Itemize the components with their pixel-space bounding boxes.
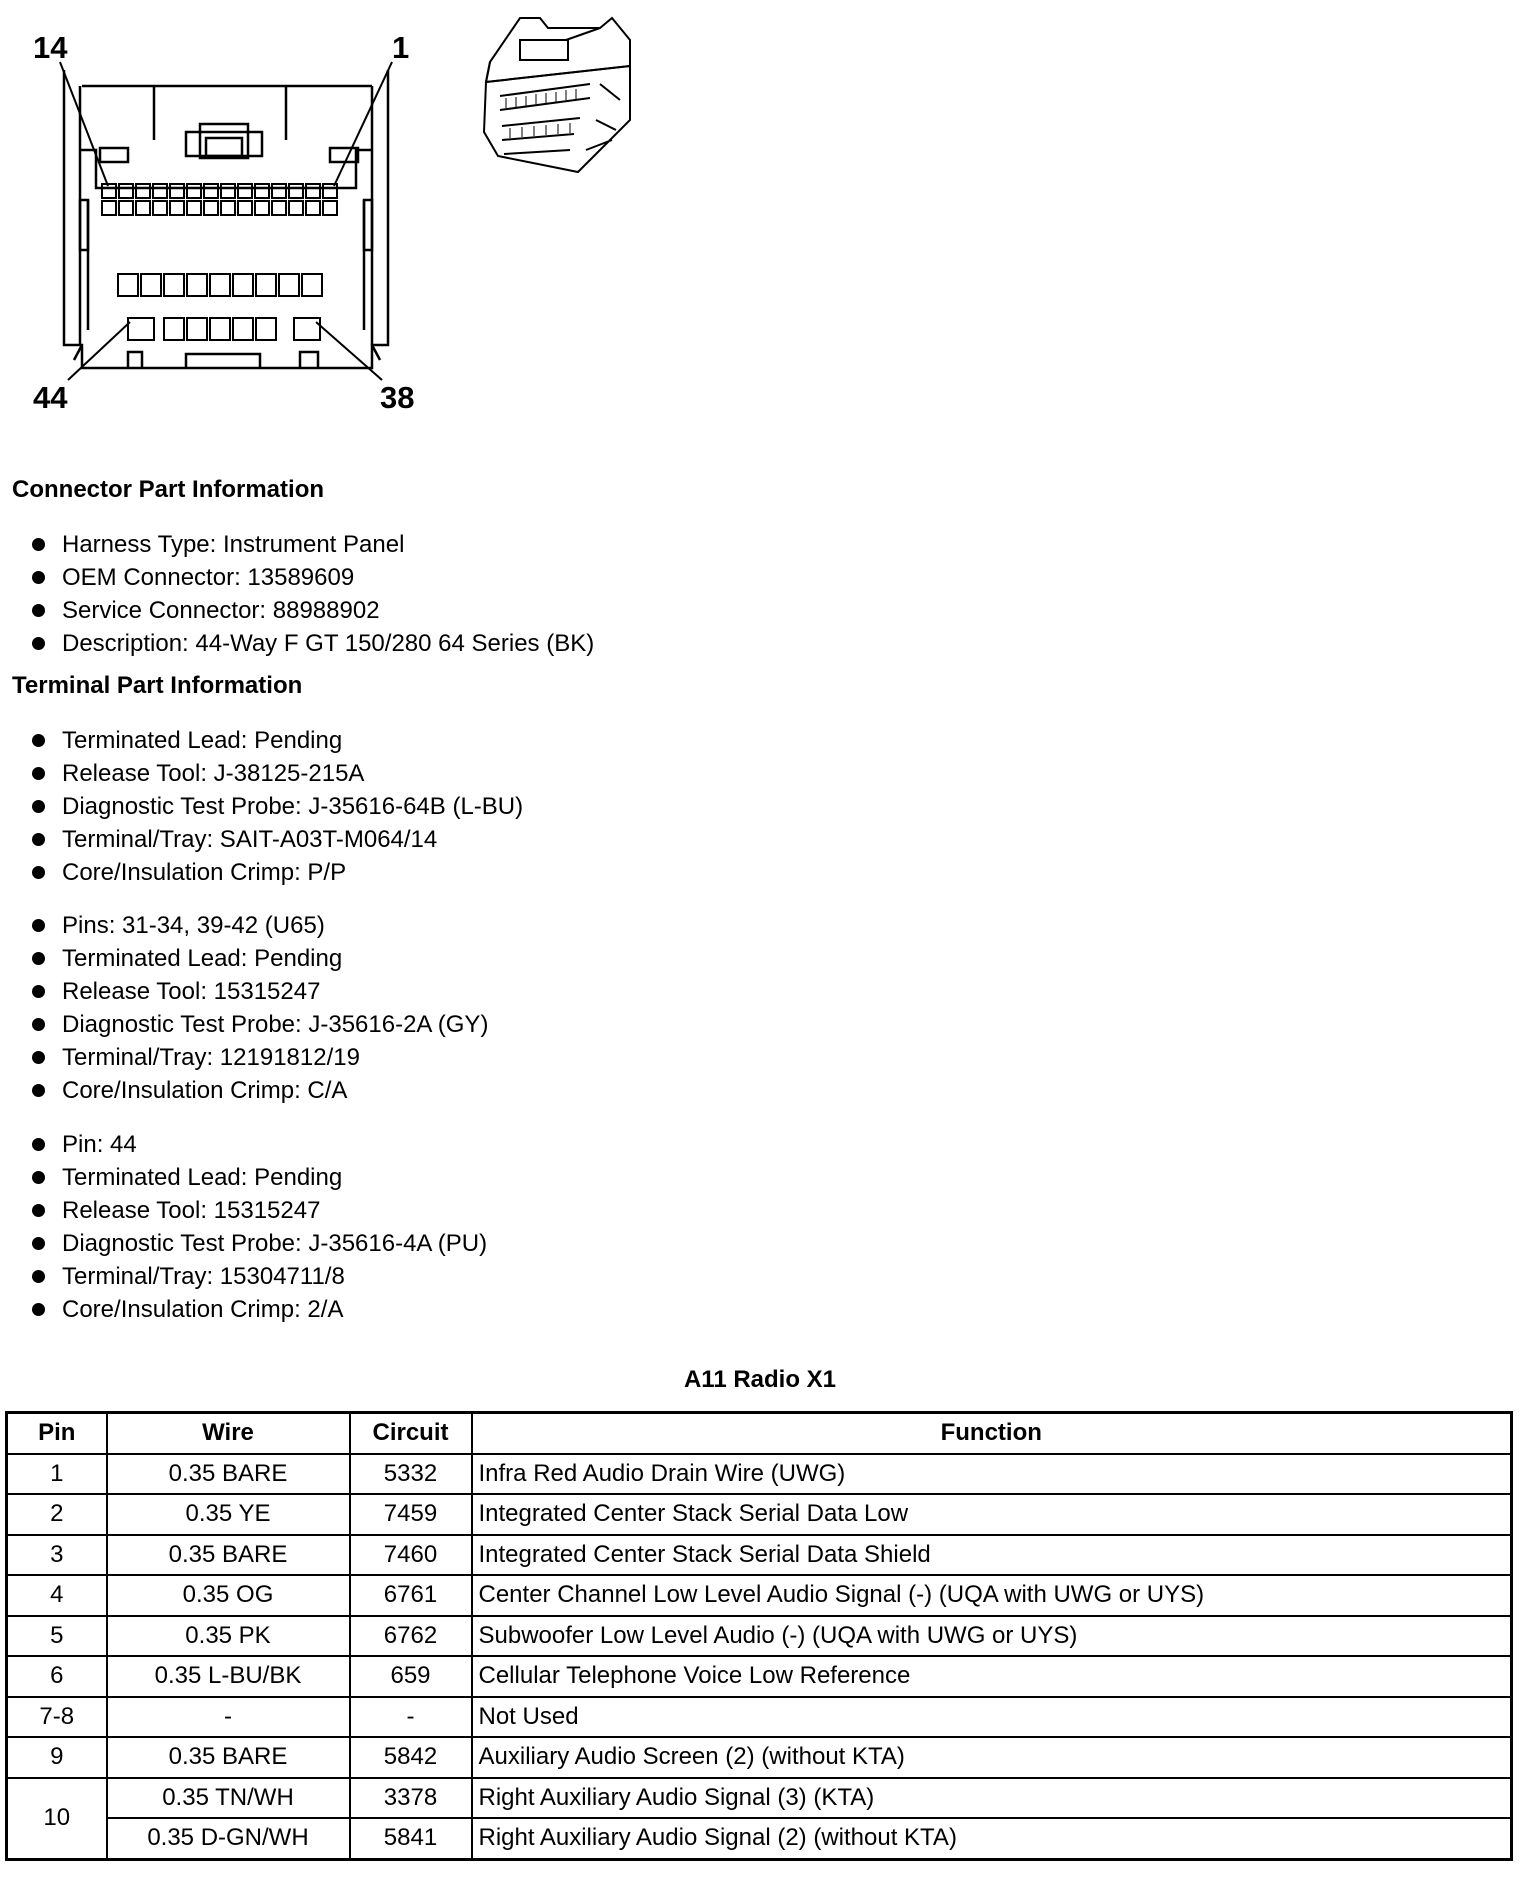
circuit-cell: 5841 <box>350 1818 472 1859</box>
wire-cell: 0.35 BARE <box>107 1454 350 1495</box>
list-item: Terminated Lead: Pending <box>28 724 523 757</box>
pin-cell: 3 <box>7 1535 107 1576</box>
list-item: Harness Type: Instrument Panel <box>28 528 594 561</box>
wire-cell: 0.35 L-BU/BK <box>107 1656 350 1697</box>
connector-3d-pins <box>506 89 576 138</box>
circuit-cell: 6761 <box>350 1575 472 1616</box>
table-row <box>7 1778 1512 1819</box>
list-item: Terminated Lead: Pending <box>28 1161 487 1194</box>
table-row <box>7 1818 1512 1859</box>
list-item: Terminal/Tray: SAIT-A03T-M064/14 <box>28 823 523 856</box>
circuit-cell: 7460 <box>350 1535 472 1576</box>
wire-cell: 0.35 D-GN/WH <box>107 1818 350 1859</box>
function-cell: Infra Red Audio Drain Wire (UWG) <box>472 1454 1512 1495</box>
connector-diagram <box>0 0 700 440</box>
list-item: Diagnostic Test Probe: J-35616-64B (L-BU) <box>28 790 523 823</box>
terminal-group-1 <box>28 724 523 889</box>
pin-table <box>5 1411 1513 1861</box>
wire-cell: 0.35 YE <box>107 1494 350 1535</box>
wire-cell: - <box>107 1697 350 1738</box>
list-item: Service Connector: 88988902 <box>28 594 594 627</box>
list-item: Release Tool: 15315247 <box>28 975 488 1008</box>
list-item: Terminal/Tray: 12191812/19 <box>28 1041 488 1074</box>
table-row <box>7 1737 1512 1778</box>
pin-cell: 1 <box>7 1454 107 1495</box>
circuit-cell: 5332 <box>350 1454 472 1495</box>
pin-label-top-left: 14 <box>33 30 68 65</box>
function-cell: Integrated Center Stack Serial Data Shield <box>472 1535 1512 1576</box>
function-cell: Integrated Center Stack Serial Data Low <box>472 1494 1512 1535</box>
wire-cell: 0.35 TN/WH <box>107 1778 350 1819</box>
pin-cell: 7-8 <box>7 1697 107 1738</box>
pin-label-top-right: 1 <box>392 30 410 65</box>
wire-cell: 0.35 BARE <box>107 1535 350 1576</box>
table-row <box>7 1697 1512 1738</box>
table-row <box>7 1535 1512 1576</box>
table-row <box>7 1575 1512 1616</box>
table-header-row <box>7 1413 1512 1454</box>
pin-label-bottom-right: 38 <box>380 380 415 415</box>
table-row <box>7 1454 1512 1495</box>
list-item: Core/Insulation Crimp: 2/A <box>28 1293 487 1326</box>
wire-cell: 0.35 PK <box>107 1616 350 1657</box>
table-row <box>7 1656 1512 1697</box>
circuit-cell: 5842 <box>350 1737 472 1778</box>
circuit-cell: 659 <box>350 1656 472 1697</box>
list-item: Diagnostic Test Probe: J-35616-2A (GY) <box>28 1008 488 1041</box>
pin-label-bottom-left: 44 <box>33 380 68 415</box>
list-item: Diagnostic Test Probe: J-35616-4A (PU) <box>28 1227 487 1260</box>
pin-cell: 10 <box>7 1778 107 1860</box>
list-item: Release Tool: 15315247 <box>28 1194 487 1227</box>
circuit-cell: 6762 <box>350 1616 472 1657</box>
connector-part-list <box>28 528 594 660</box>
circuit-cell: - <box>350 1697 472 1738</box>
function-cell: Not Used <box>472 1697 1512 1738</box>
table-title: A11 Radio X1 <box>683 1366 837 1393</box>
terminal-part-heading: Terminal Part Information <box>12 672 303 699</box>
terminal-group-3 <box>28 1128 487 1326</box>
function-cell: Auxiliary Audio Screen (2) (without KTA) <box>472 1737 1512 1778</box>
column-header-pin: Pin <box>7 1413 107 1454</box>
function-cell: Right Auxiliary Audio Signal (2) (without KTA) <box>472 1818 1512 1859</box>
table-row <box>7 1616 1512 1657</box>
list-item: Description: 44-Way F GT 150/280 64 Series (BK) <box>28 627 594 660</box>
wire-cell: 0.35 BARE <box>107 1737 350 1778</box>
pin-cell: 2 <box>7 1494 107 1535</box>
list-item: Release Tool: J-38125-215A <box>28 757 523 790</box>
function-cell: Right Auxiliary Audio Signal (3) (KTA) <box>472 1778 1512 1819</box>
list-item: Core/Insulation Crimp: P/P <box>28 856 523 889</box>
circuit-cell: 7459 <box>350 1494 472 1535</box>
table-row <box>7 1494 1512 1535</box>
list-item: Terminal/Tray: 15304711/8 <box>28 1260 487 1293</box>
list-item: Pin: 44 <box>28 1128 487 1161</box>
pin-cell: 6 <box>7 1656 107 1697</box>
connector-3d-sketch <box>484 18 630 172</box>
list-item: Terminated Lead: Pending <box>28 942 488 975</box>
function-cell: Center Channel Low Level Audio Signal (-) (UQA with UWG or UYS) <box>472 1575 1512 1616</box>
column-header-function: Function <box>472 1413 1512 1454</box>
list-item: Pins: 31-34, 39-42 (U65) <box>28 909 488 942</box>
wire-cell: 0.35 OG <box>107 1575 350 1616</box>
column-header-circuit: Circuit <box>350 1413 472 1454</box>
circuit-cell: 3378 <box>350 1778 472 1819</box>
list-item: OEM Connector: 13589609 <box>28 561 594 594</box>
function-cell: Cellular Telephone Voice Low Reference <box>472 1656 1512 1697</box>
pin-cell: 9 <box>7 1737 107 1778</box>
pin-cell: 4 <box>7 1575 107 1616</box>
list-item: Core/Insulation Crimp: C/A <box>28 1074 488 1107</box>
pin-cell: 5 <box>7 1616 107 1657</box>
terminal-group-2 <box>28 909 488 1107</box>
connector-part-heading: Connector Part Information <box>12 476 325 503</box>
function-cell: Subwoofer Low Level Audio (-) (UQA with UWG or UYS) <box>472 1616 1512 1657</box>
column-header-wire: Wire <box>107 1413 350 1454</box>
